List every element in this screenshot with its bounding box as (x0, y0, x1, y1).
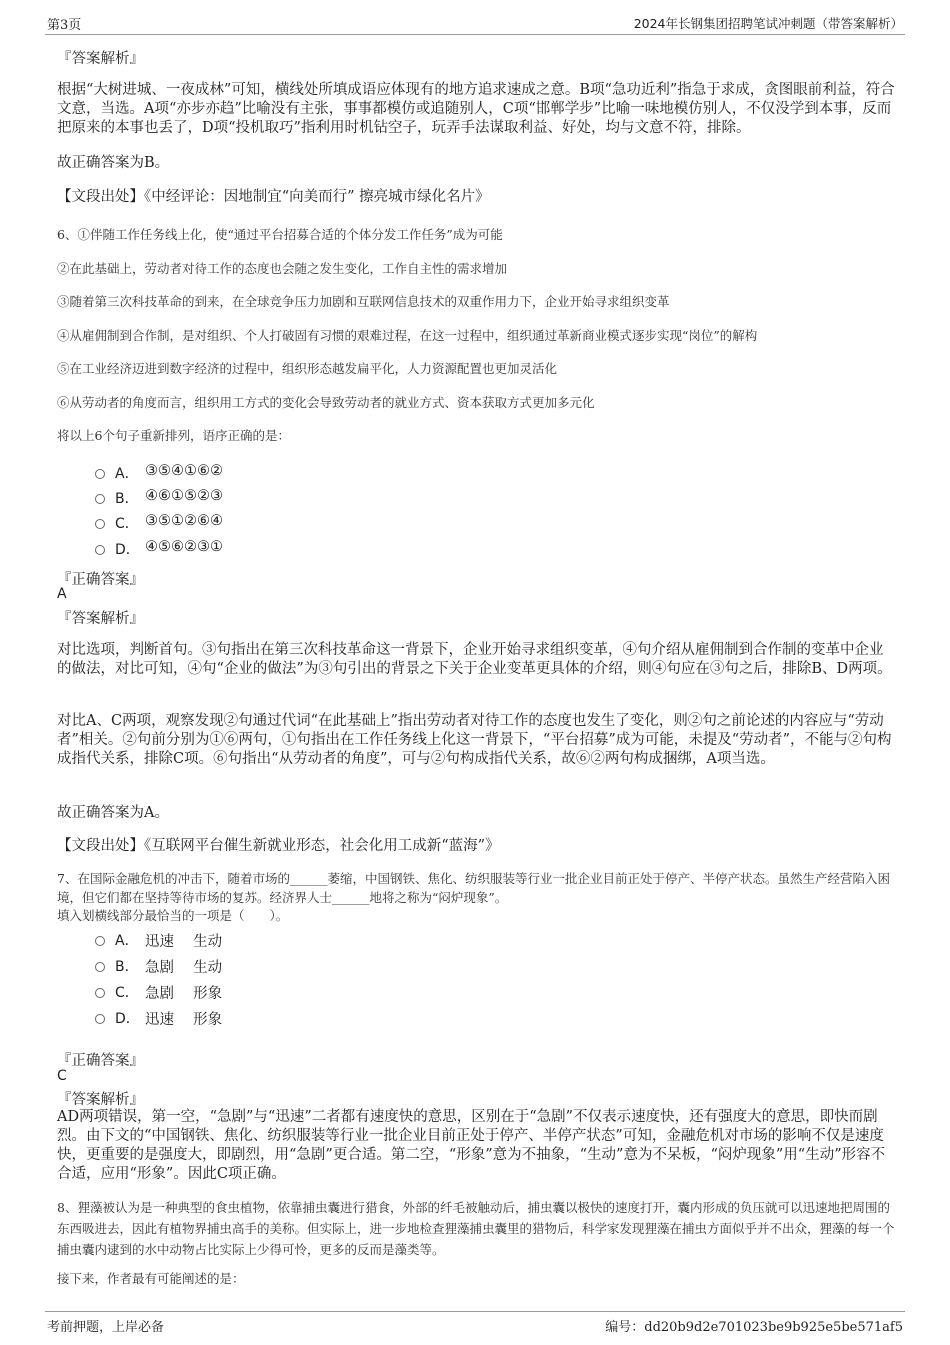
document-title: 2024年长钢集团招聘笔试冲刺题（带答案解析） (633, 16, 903, 31)
correct-answer: C (57, 1068, 67, 1084)
option-letter: A． (115, 466, 139, 482)
correct-answer: A (57, 586, 67, 602)
option-text: 急剧 形象 (145, 986, 223, 1002)
explain-text: 对比选项，判断首句。③句指出在第三次科技革命这一背景下，企业开始寻求组织变革，④句介绍从雇佣制到合作制的变革中企业的做法，对比可知，④句“企业的做法”为③句引出的背景之下关于企业变革更具体的介绍，则④句应在③句之后，排除B、D两项。 (57, 642, 892, 677)
option-letter: D． (115, 1011, 140, 1027)
option-text: ④⑤⑥②③① (145, 539, 223, 555)
explain-label: 『答案解析』 (57, 51, 144, 67)
source-citation: 【文段出处】《互联网平台催生新就业形态，社会化用工成新“蓝海”》 (57, 838, 500, 854)
option-letter: A． (115, 933, 139, 949)
option-text: ④⑥①⑤②③ (145, 488, 223, 504)
option-letter: B． (115, 959, 139, 975)
radio-button[interactable] (95, 1014, 105, 1024)
option-letter: C． (115, 985, 139, 1001)
sentence-3: ③随着第三次科技革命的到来，在全球竞争压力加剧和互联网信息技术的双重作用力下，企业开始寻求组织变革 (57, 294, 670, 309)
option-text: 急剧 生动 (145, 960, 223, 976)
question-prompt: 将以上6个句子重新排列，语序正确的是： (57, 428, 290, 443)
page-number: 第3页 (47, 18, 82, 33)
sentence-4: ④从雇佣制到合作制，是对组织、个人打破固有习惯的艰难过程，在这一过程中，组织通过革新商业模式逐步实现“岗位”的解构 (57, 328, 758, 343)
question-stem: 7、在国际金融危机的冲击下，随着市场的______萎缩，中国钢铁、焦化、纺织服装等行业一批企业目前正处于停产、半停产状态。虽然生产经营陷入困境，但它们都在坚持等待市场的复苏。经济界人士______地将之称为“闷炉现象”。 (57, 871, 890, 905)
answer-label: 『正确答案』 (57, 1053, 144, 1069)
option-text: 迅速 形象 (145, 1012, 223, 1028)
sentence-2: ②在此基础上，劳动者对待工作的态度也会随之发生变化，工作自主性的需求增加 (57, 261, 508, 276)
radio-button[interactable] (95, 962, 105, 972)
radio-button[interactable] (95, 545, 105, 555)
question-prompt: 接下来，作者最有可能阐述的是： (57, 1271, 245, 1286)
option-letter: C． (115, 516, 139, 532)
option-text: ③⑤①②⑥④ (145, 513, 223, 529)
question-stem: 8、狸藻被认为是一种典型的食虫植物，依靠捕虫囊进行猎食，外部的纤毛被触动后，捕虫囊以极快的速度打开，囊内形成的负压就可以迅速地把周围的东西吸进去，因此有植物界捕虫高手的美称。但实际上，进一步地检查狸藻捕虫囊里的猎物后，科学家发现狸藻在捕虫方面似乎并不出众，狸藻的每一个捕虫囊内逮到的水中动物占比实际上少得可怜，更多的反而是藻类等。 (57, 1200, 895, 1257)
source-citation: 【文段出处】《中经评论：因地制宜“向美而行” 擦亮城市绿化名片》 (57, 189, 490, 205)
option-text: ③⑤④①⑥② (145, 463, 223, 479)
footer-slogan: 考前押题，上岸必备 (47, 1320, 165, 1335)
answer-label: 『正确答案』 (57, 572, 144, 588)
explain-text: AD两项错误，第一空，“急剧”与“迅速”二者都有速度快的意思，区别在于“急剧”不仅表示速度快，还有强度大的意思，即快而剧烈。由下文的“中国钢铁、焦化、纺织服装等行业一批企业目前正处于停产、半停产状态”可知，金融危机对市场的影响不仅是速度快，更重要的是强度大，即剧烈，用“急剧”更合适。第二空，“形象”意为不抽象，“生动”意为不呆板，“闷炉现象”用“生动”形容不合适，应用“形象”。因此C项正确。 (57, 1109, 886, 1182)
radio-button[interactable] (95, 519, 105, 529)
document-id: 编号：dd20b9d2e701023be9b925e5be571af5 (605, 1320, 903, 1335)
explain-label: 『答案解析』 (57, 1092, 144, 1108)
option-letter: B． (115, 491, 139, 507)
conclusion: 故正确答案为A。 (57, 805, 169, 821)
radio-button[interactable] (95, 469, 105, 479)
conclusion: 故正确答案为B。 (57, 155, 170, 171)
page-footer (45, 1311, 905, 1338)
explain-label: 『答案解析』 (57, 611, 144, 627)
sentence-6: ⑥从劳动者的角度而言，组织用工方式的变化会导致劳动者的就业方式、资本获取方式更加多元化 (57, 395, 595, 410)
option-text: 迅速 生动 (145, 934, 223, 950)
radio-button[interactable] (95, 988, 105, 998)
question-stem: 6、①伴随工作任务线上化，使“通过平台招募合适的个体分发工作任务”成为可能 (57, 227, 503, 242)
page-header (45, 12, 905, 35)
radio-button[interactable] (95, 494, 105, 504)
sentence-5: ⑤在工业经济迈进到数字经济的过程中，组织形态越发扁平化，人力资源配置也更加灵活化 (57, 361, 558, 376)
option-letter: D． (115, 542, 140, 558)
explain-text: 根据“大树进城、一夜成林”可知，横线处所填成语应体现有的地方追求速成之意。B项“急功近利”指急于求成，贪图眼前利益，符合文意，当选。A项“亦步亦趋”比喻没有主张，事事都模仿或追随别人，C项“邯郸学步”比喻一味地模仿别人，不仅没学到本事，反而把原来的本事也丢了，D项“投机取巧”指利用时机钻空子，玩弄手法谋取利益、好处，均与文意不符，排除。 (57, 82, 895, 136)
radio-button[interactable] (95, 936, 105, 946)
explain-text: 对比A、C两项，观察发现②句通过代词“在此基础上”指出劳动者对待工作的态度也发生了变化，则②句之前论述的内容应与“劳动者”相关。②句前分别为①⑥两句，①句指出在工作任务线上化这一背景下，“平台招募”成为可能，未提及“劳动者”，不能与②句构成指代关系，排除C项。⑥句指出“从劳动者的角度”，可与②句构成指代关系，故⑥②两句构成捆绑，A项当选。 (57, 713, 892, 767)
question-prompt: 填入划横线部分最恰当的一项是（ ）。 (57, 908, 289, 923)
